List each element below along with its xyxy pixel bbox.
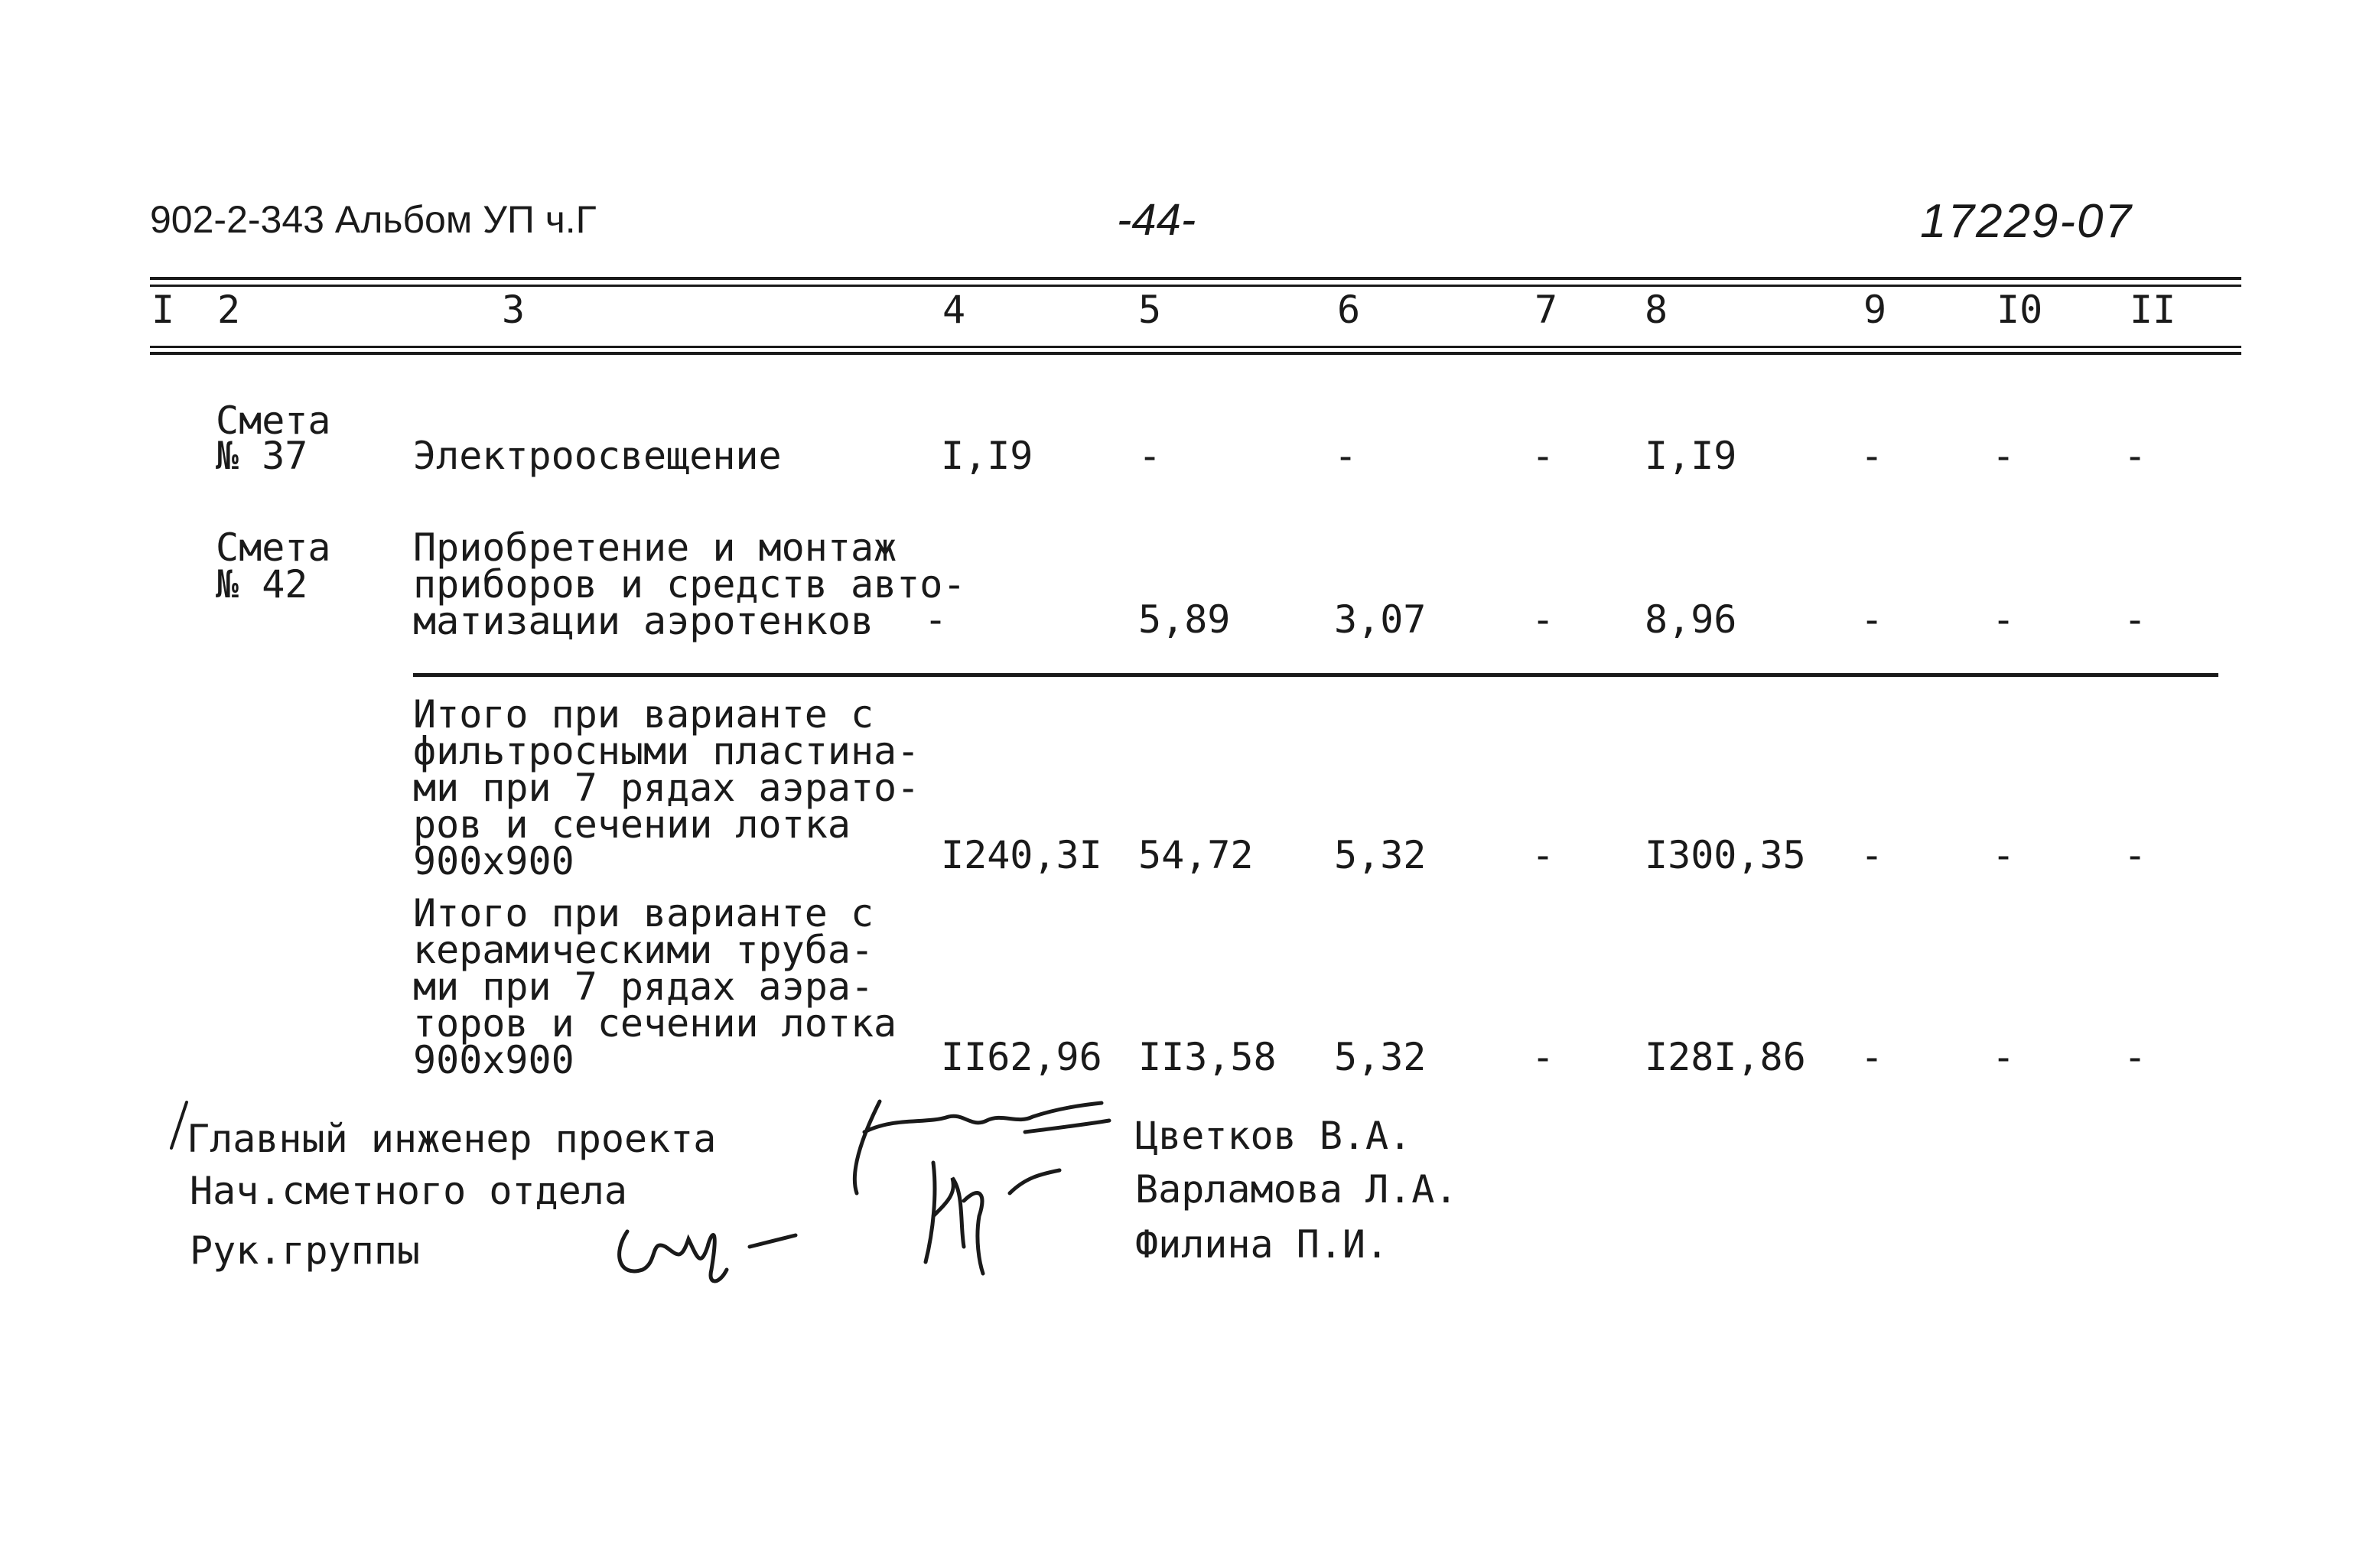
column-number-7: 7 — [1534, 288, 1558, 332]
row-description: Электроосвещение — [413, 434, 782, 478]
cell-col8: I,I9 — [1645, 434, 1737, 478]
correction-mark — [164, 1098, 194, 1152]
cell-col4: - — [924, 597, 948, 642]
column-number-2: 2 — [217, 288, 241, 332]
cell-col4: I,I9 — [941, 434, 1033, 478]
cell-col5: II3,58 — [1138, 1035, 1277, 1079]
cell-col10: - — [1992, 434, 2016, 478]
total-description: Итого при варианте с фильтросными пластина- ми при 7 рядах аэрато- ров и сечении лотка 900х900 — [413, 692, 920, 883]
signatory-position: Рук.группы — [190, 1228, 421, 1273]
cell-col9: - — [1860, 833, 1884, 877]
signature-group-lead — [604, 1209, 803, 1293]
column-number-3: 3 — [502, 288, 526, 332]
cell-col10: - — [1992, 833, 2016, 877]
header-bottom-rule — [150, 346, 2241, 348]
cell-col7: - — [1531, 597, 1555, 642]
cell-col9: - — [1860, 1035, 1884, 1079]
cell-col7: - — [1531, 833, 1555, 877]
cell-col11: - — [2124, 833, 2147, 877]
column-number-1: I — [151, 288, 175, 332]
cell-col6: - — [1334, 434, 1358, 478]
cell-col5: 54,72 — [1138, 833, 1254, 877]
cell-col5: 5,89 — [1138, 597, 1231, 642]
estimate-label: Смета — [216, 399, 331, 443]
column-number-6: 6 — [1337, 288, 1361, 332]
signatory-position: Главный инженер проекта — [187, 1117, 717, 1161]
estimate-number: № 37 — [216, 434, 308, 478]
column-number-11: II — [2130, 288, 2176, 332]
cell-col7: - — [1531, 434, 1555, 478]
cell-col11: - — [2124, 434, 2147, 478]
signatory-name: Филина П.И. — [1135, 1222, 1389, 1267]
cell-col9: - — [1860, 434, 1884, 478]
cell-col4: I240,3I — [941, 833, 1102, 877]
cell-col8: I28I,86 — [1645, 1035, 1806, 1079]
header-bottom-rule-secondary — [150, 352, 2241, 355]
cell-col6: 5,32 — [1334, 1035, 1427, 1079]
column-number-10: I0 — [1997, 288, 2043, 332]
cell-col4: II62,96 — [941, 1035, 1102, 1079]
page-number: -44- — [1117, 195, 1196, 245]
document-reference: 902-2-343 Альбом УП ч.Г — [150, 198, 597, 241]
cell-col7: - — [1531, 1035, 1555, 1079]
cell-col11: - — [2124, 1035, 2147, 1079]
cell-col10: - — [1992, 597, 2016, 642]
row-description: Приобретение и монтаж приборов и средств авто- матизации аэротенков — [413, 525, 966, 643]
cell-col8: I300,35 — [1645, 833, 1806, 877]
document-code: 17229-07 — [1920, 195, 2133, 248]
table-top-rule — [150, 277, 2241, 280]
column-number-4: 4 — [942, 288, 966, 332]
signature-estimate-head — [903, 1147, 1071, 1277]
cell-col11: - — [2124, 597, 2147, 642]
cell-col5: - — [1138, 434, 1162, 478]
cell-col8: 8,96 — [1645, 597, 1737, 642]
cell-col10: - — [1992, 1035, 2016, 1079]
signatory-name: Варламова Л.А. — [1135, 1167, 1458, 1212]
column-number-5: 5 — [1138, 288, 1162, 332]
table-top-rule-secondary — [150, 285, 2241, 287]
cell-col6: 3,07 — [1334, 597, 1427, 642]
column-number-9: 9 — [1863, 288, 1887, 332]
column-number-8: 8 — [1645, 288, 1668, 332]
subtotal-rule — [413, 673, 2218, 677]
cell-col9: - — [1860, 597, 1884, 642]
signatory-position: Нач.сметного отдела — [190, 1169, 627, 1213]
total-description: Итого при варианте с керамическими труба- ми при 7 рядах аэра- торов и сечении лотка 900х900 — [413, 891, 897, 1082]
estimate-label: Смета — [216, 525, 331, 570]
signatory-name: Цветков В.А. — [1135, 1114, 1412, 1158]
cell-col6: 5,32 — [1334, 833, 1427, 877]
estimate-number: № 42 — [216, 562, 308, 607]
